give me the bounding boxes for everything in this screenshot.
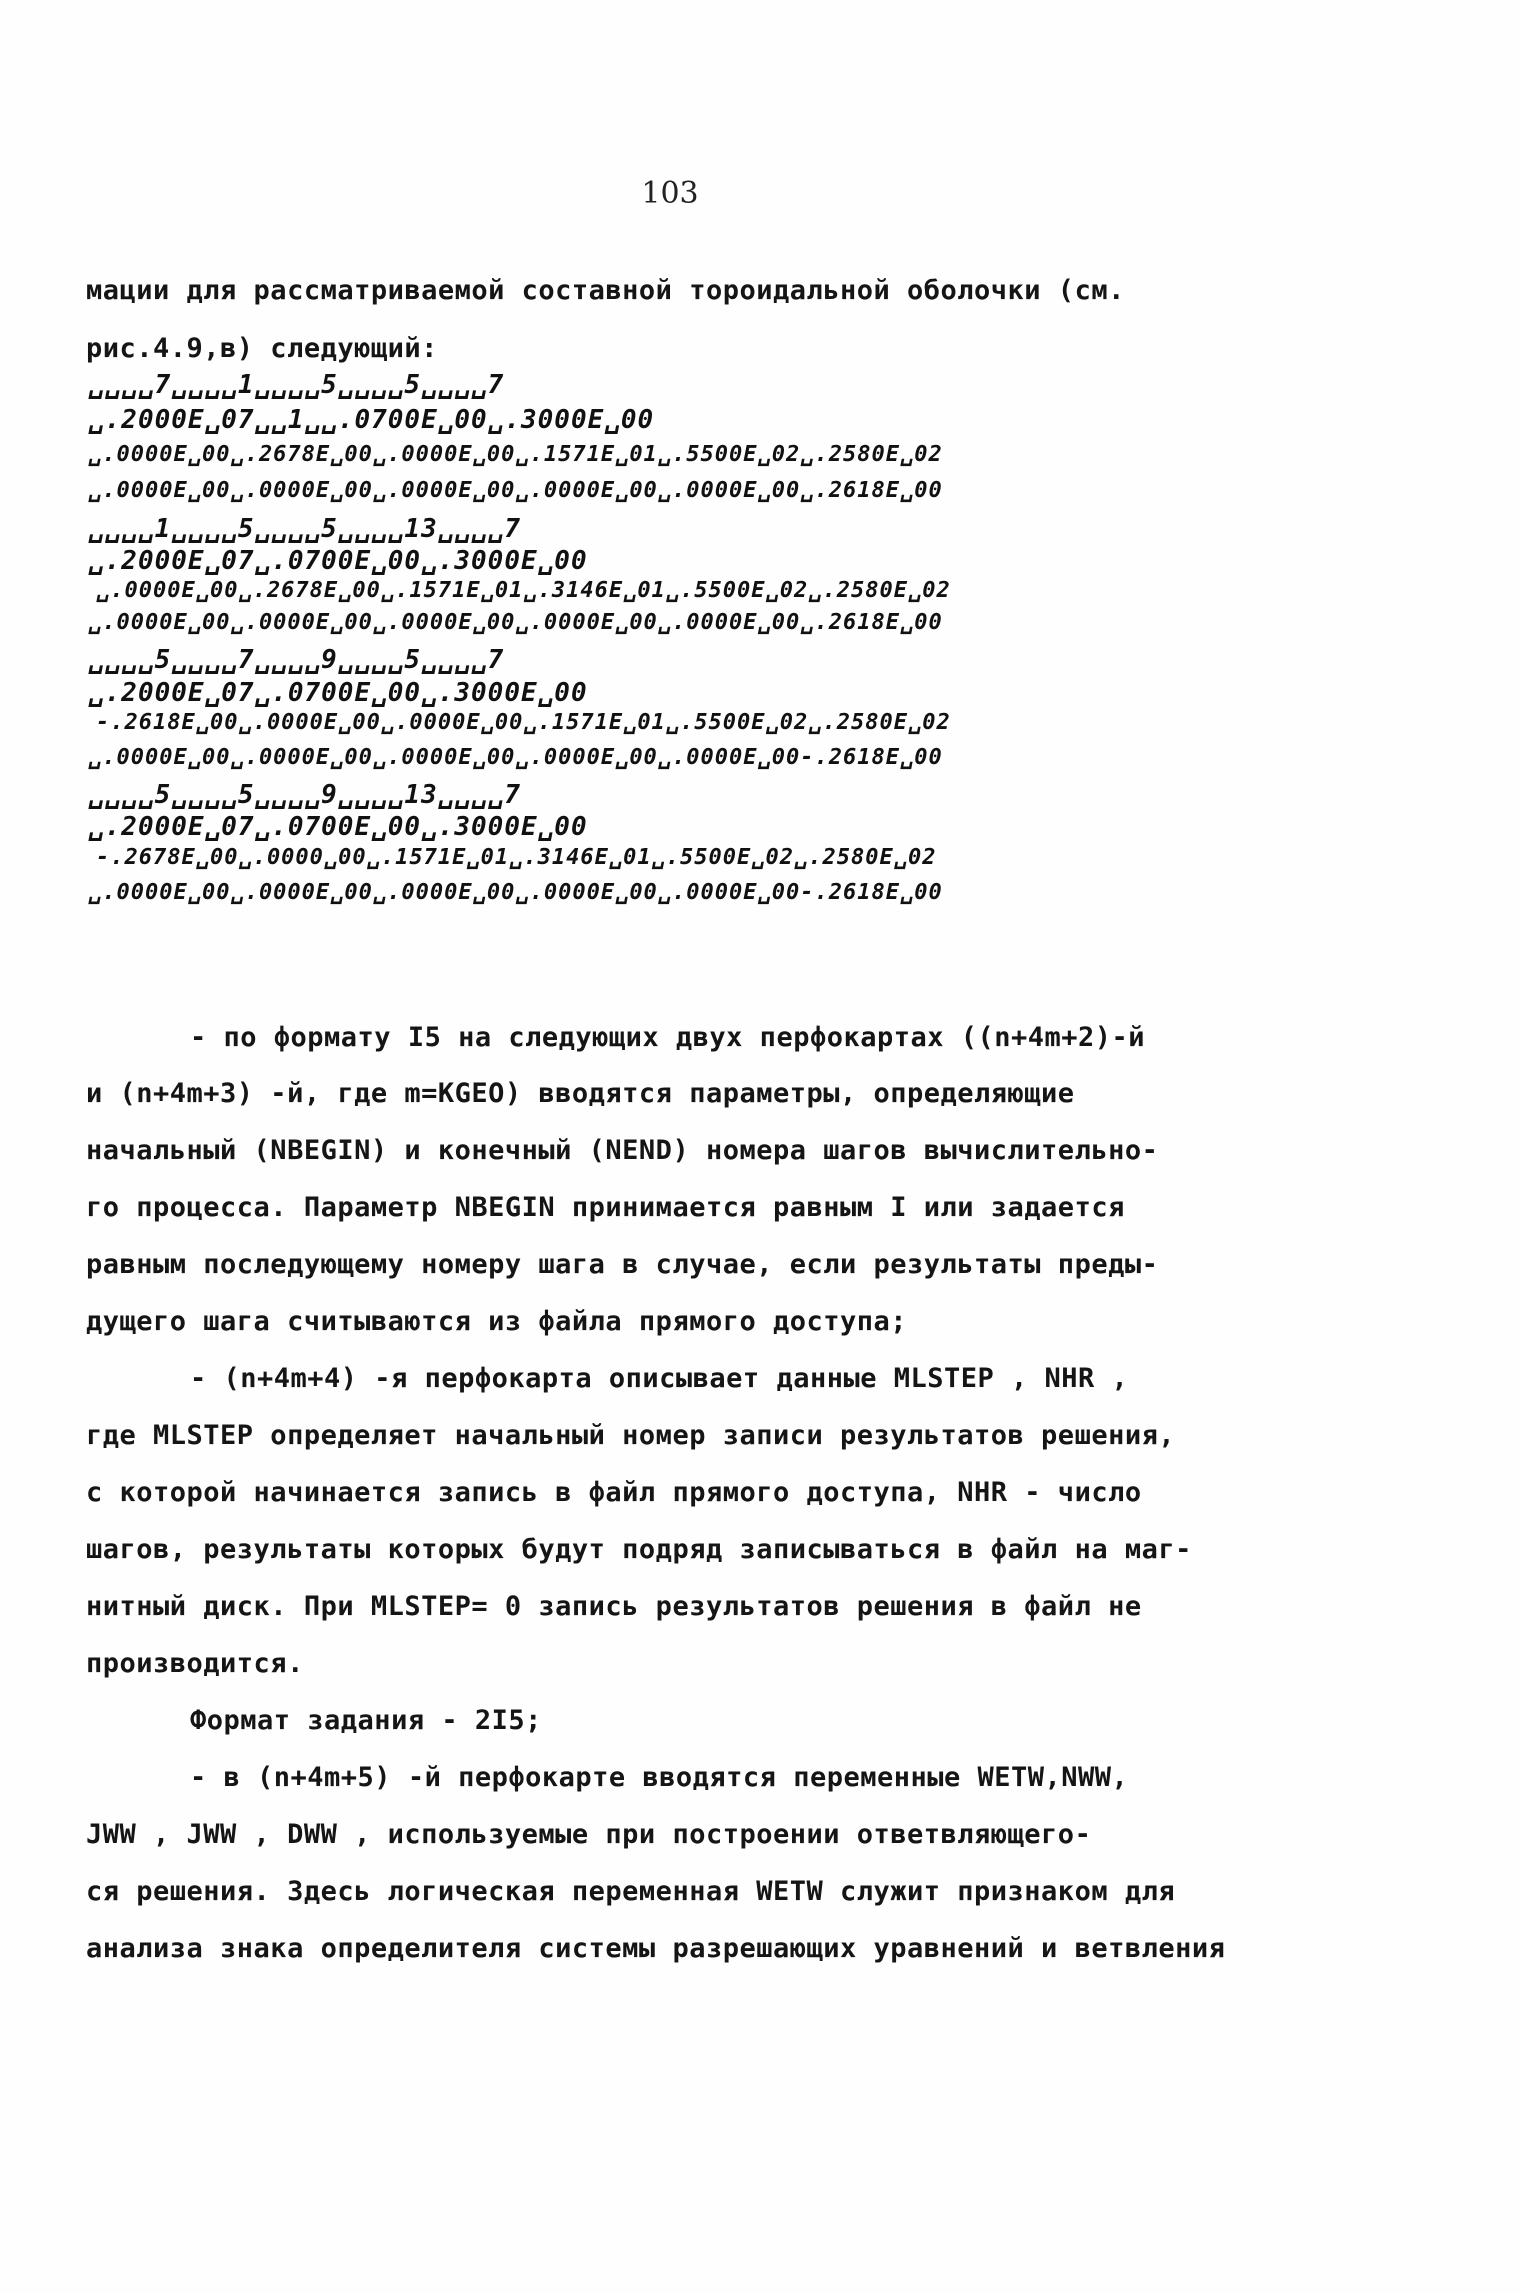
card-line: ␣␣␣␣5␣␣␣␣7␣␣␣␣9␣␣␣␣5␣␣␣␣7 [88, 645, 505, 675]
card-line: ␣␣␣␣1␣␣␣␣5␣␣␣␣5␣␣␣␣13␣␣␣␣7 [88, 514, 521, 544]
card-line: ␣.2000E␣07␣.0700E␣00␣.3000E␣00 [88, 812, 588, 842]
body-line: нитный диск. При MLSTEP= 0 запись результатов решения в файл не [86, 1591, 1142, 1622]
body-line: анализа знака определителя системы разрешающих уравнений и ветвления [86, 1933, 1226, 1964]
body-line: JWW , JWW , DWW , используемые при построении ответвляющего- [86, 1819, 1092, 1850]
body-line: начальный (NBEGIN) и конечный (NEND) номера шагов вычислительно- [86, 1135, 1159, 1166]
card-line: ␣.2000E␣07␣.0700E␣00␣.3000E␣00 [88, 678, 588, 708]
body-line: го процесса. Параметр NBEGIN принимается равным I или задается [86, 1192, 1125, 1223]
body-line: дущего шага считываются из файла прямого доступа; [86, 1306, 908, 1337]
body-line: ся решения. Здесь логическая переменная WETW служит признаком для [86, 1876, 1176, 1907]
card-line: ␣.0000E␣00␣.2678E␣00␣.0000E␣00␣.1571E␣01␣.5500E␣02␣.2580E␣02 [88, 442, 943, 467]
body-line: и (n+4m+3) -й, где m=KGEO) вводятся параметры, определяющие [86, 1078, 1075, 1109]
body-line: - (n+4m+4) -я перфокарта описывает данные MLSTEP , NHR , [190, 1363, 1129, 1394]
card-line: ␣.2000E␣07␣␣1␣␣.0700E␣00␣.3000E␣00 [88, 405, 655, 435]
body-line: равным последующему номеру шага в случае, если результаты преды- [86, 1249, 1159, 1280]
card-line: ␣.0000E␣00␣.2678E␣00␣.1571E␣01␣.3146E␣01␣.5500E␣02␣.2580E␣02 [96, 578, 951, 603]
card-line: ␣␣␣␣7␣␣␣␣1␣␣␣␣5␣␣␣␣5␣␣␣␣7 [88, 370, 505, 400]
body-line: шагов, результаты которых будут подряд записываться в файл на маг- [86, 1534, 1192, 1565]
card-line: ␣.0000E␣00␣.0000E␣00␣.0000E␣00␣.0000E␣00␣.0000E␣00␣.2618E␣00 [88, 478, 943, 503]
card-line: ␣.2000E␣07␣.0700E␣00␣.3000E␣00 [88, 546, 588, 576]
intro-line: мации для рассматриваемой составной тороидальной оболочки (см. [86, 275, 1125, 306]
body-line: производится. [86, 1648, 304, 1679]
card-line: -.2678E␣00␣.0000␣00␣.1571E␣01␣.3146E␣01␣.5500E␣02␣.2580E␣02 [96, 845, 937, 870]
card-line: -.2618E␣00␣.0000E␣00␣.0000E␣00␣.1571E␣01␣.5500E␣02␣.2580E␣02 [96, 710, 951, 735]
intro-line: рис.4.9,в) следующий: [86, 333, 438, 364]
body-line: - в (n+4m+5) -й перфокарте вводятся переменные WETW,NWW, [190, 1762, 1129, 1793]
card-line: ␣.0000E␣00␣.0000E␣00␣.0000E␣00␣.0000E␣00␣.0000E␣00␣.2618E␣00 [88, 610, 943, 635]
card-line: ␣.0000E␣00␣.0000E␣00␣.0000E␣00␣.0000E␣00␣.0000E␣00-.2618E␣00 [88, 880, 943, 905]
body-line: с которой начинается запись в файл прямого доступа, NHR - число [86, 1477, 1142, 1508]
body-line: где MLSTEP определяет начальный номер записи результатов решения, [86, 1420, 1176, 1451]
body-line: Формат задания - 2I5; [190, 1705, 542, 1736]
body-line: - по формату I5 на следующих двух перфокартах ((n+4m+2)-й [190, 1022, 1146, 1053]
page-number: 103 [641, 176, 699, 211]
card-line: ␣.0000E␣00␣.0000E␣00␣.0000E␣00␣.0000E␣00␣.0000E␣00-.2618E␣00 [88, 745, 943, 770]
card-line: ␣␣␣␣5␣␣␣␣5␣␣␣␣9␣␣␣␣13␣␣␣␣7 [88, 780, 521, 810]
